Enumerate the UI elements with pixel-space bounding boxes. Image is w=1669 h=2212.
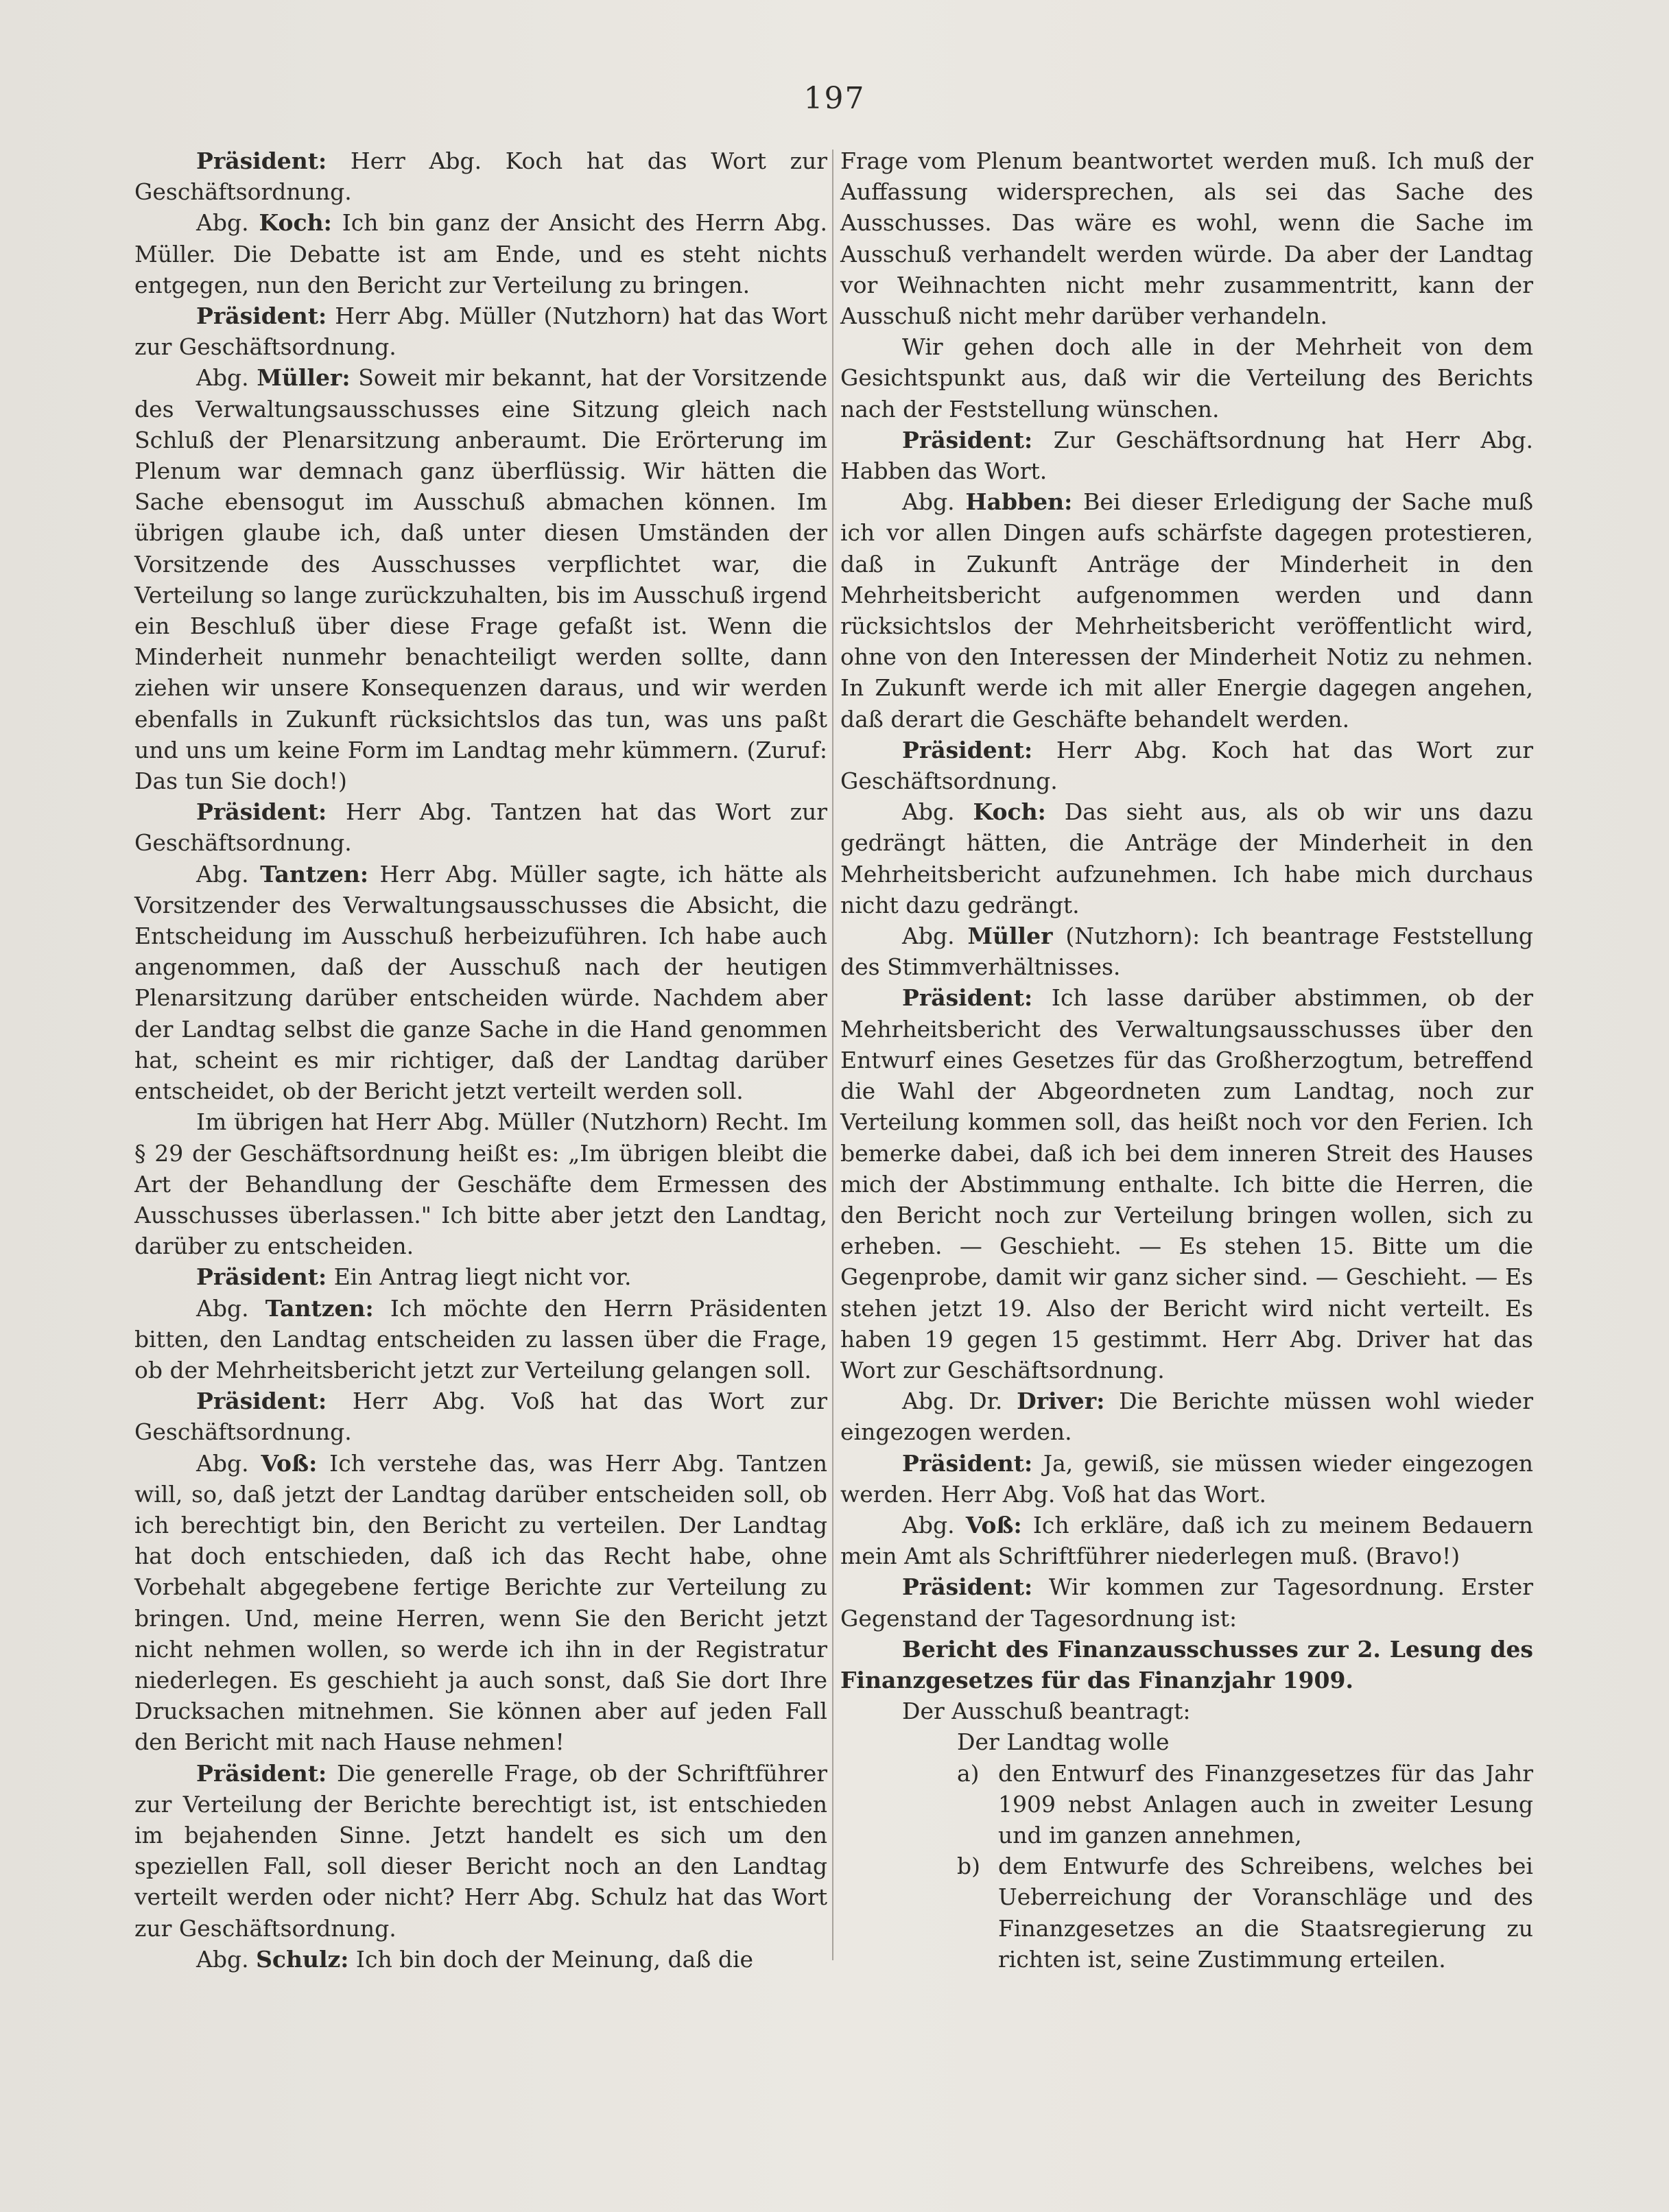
speech-text: Herr Abg. Müller (Nutzhorn) hat das Wort zur Geschäftsordnung. <box>134 302 827 361</box>
speech-paragraph <box>134 1944 827 1975</box>
speech-paragraph <box>134 362 827 796</box>
speech-paragraph <box>134 1758 827 1944</box>
speaker-name: Voß: <box>261 1449 318 1477</box>
speech-paragraph <box>840 425 1533 486</box>
agenda-intro: Der Ausschuß beantragt: <box>902 1698 1191 1725</box>
speaker-name: Driver: <box>1017 1388 1105 1415</box>
agenda-item-a <box>840 1758 1533 1851</box>
speech-text: Ich möchte den Herrn Präsidenten bitten, den Landtag entscheiden zu lassen über die Frage, ob der Mehrheitsbericht jetzt zur Verteilung gelangen soll. <box>134 1294 827 1383</box>
speaker-name: Präsident: <box>902 426 1033 453</box>
agenda-item-text: dem Entwurfe des Schreibens, welches bei Ueberreichung der Voranschläge und des Finanzgesetzes an die Staatsregierung zu richten ist, seine Zustimmung erteilen. <box>998 1853 1533 1973</box>
speaker-name: Voß: <box>965 1511 1022 1538</box>
speech-text: Zur Geschäftsordnung hat Herr Abg. Habben das Wort. <box>840 426 1533 485</box>
left-column <box>134 145 827 1975</box>
speech-paragraph <box>134 1261 827 1292</box>
agenda-item-label: a) <box>957 1759 980 1787</box>
speech-text: Im übrigen hat Herr Abg. Müller (Nutzhorn) Recht. Im § 29 der Geschäftsordnung heißt es: „Im übrigen bleibt die Art der Behandlung der Geschäfte dem Ermessen des Ausschusses überlassen." Ich bitte aber jetzt den Landtag, darüber zu entscheiden. <box>134 1108 827 1260</box>
speaker-name: Präsident: <box>902 984 1033 1012</box>
speech-paragraph <box>134 859 827 1107</box>
speaker-name: Müller <box>967 923 1053 950</box>
speech-lead: Abg. <box>196 364 257 392</box>
speaker-name: Koch: <box>973 798 1046 826</box>
speech-paragraph <box>840 920 1533 982</box>
speech-text: (Nutzhorn): Ich beantrage Feststellung des Stimmverhältnisses. <box>840 923 1533 981</box>
speech-paragraph <box>134 796 827 858</box>
speaker-name: Präsident: <box>196 1388 327 1415</box>
speech-text: Ich lasse darüber abstimmen, ob der Mehrheitsbericht des Verwaltungsausschusses über den Entwurf eines Gesetzes für das Großherzogtum, betreffend die Wahl der Abgeordneten zum Landtag, noch zur Verteilung kommen soll, das heißt noch vor den Ferien. Ich bemerke dabei, daß ich bei dem inneren Streit des Hauses mich der Abstimmung enthalte. Ich bitte die Herren, die den Bericht noch zur Verteilung bringen wollen, sich zu erheben. — Geschieht. — Es stehen 15. Bitte um die Gegenprobe, damit wir ganz sicher sind. — Geschieht. — Es stehen jetzt 19. Also der Bericht wird nicht verteilt. Es haben 19 gegen 15 gestimmt. Herr Abg. Driver hat das Wort zur Geschäftsordnung. <box>840 984 1533 1383</box>
speech-text: Herr Abg. Koch hat das Wort zur Geschäftsordnung. <box>840 736 1533 795</box>
speech-text: Wir gehen doch alle in der Mehrheit von dem Gesichtspunkt aus, daß wir die Verteilung des Berichts nach der Feststellung wünschen. <box>840 333 1533 423</box>
speech-paragraph <box>134 145 827 207</box>
speech-paragraph <box>840 982 1533 1386</box>
page-number: 197 <box>803 81 866 116</box>
speech-text: Wir kommen zur Tagesordnung. Erster Gegenstand der Tagesordnung ist: <box>840 1573 1533 1632</box>
speech-paragraph <box>134 1293 827 1386</box>
speaker-name: Koch: <box>259 209 332 237</box>
speech-lead: Abg. <box>196 1294 265 1322</box>
speech-lead: Abg. <box>902 798 973 826</box>
agenda-resolution: Der Landtag wolle <box>957 1728 1170 1756</box>
speech-paragraph <box>134 1106 827 1261</box>
speech-paragraph <box>134 207 827 300</box>
speech-lead: Abg. Dr. <box>902 1388 1017 1415</box>
speech-paragraph <box>840 1386 1533 1447</box>
speech-text: Frage vom Plenum beantwortet werden muß. Ich muß der Auffassung widersprechen, als sei das Sache des Ausschusses. Das wäre es wohl, wenn die Sache im Ausschuß verhandelt werden würde. Da aber der Landtag vor Weihnachten nicht mehr zusammentritt, kann der Ausschuß nicht mehr darüber verhandeln. <box>840 147 1533 330</box>
speech-lead: Abg. <box>902 923 968 950</box>
speech-paragraph <box>134 300 827 362</box>
column-divider <box>832 150 833 1960</box>
speech-text: Soweit mir bekannt, hat der Vorsitzende des Verwaltungsausschusses eine Sitzung gleich nach Schluß der Plenarsitzung anberaumt. Die Erörterung im Plenum war demnach ganz überflüssig. Wir hätten die Sache ebensogut im Ausschuß abmachen können. Im übrigen glaube ich, daß unter diesen Umständen der Vorsitzende des Ausschusses verpflichtet war, die Verteilung so lange zurückzuhalten, bis im Ausschuß irgend ein Beschluß über diese Frage gefaßt ist. Wenn die Minderheit nunmehr benachteiligt werden sollte, dann ziehen wir unsere Konsequenzen daraus, und wir werden ebenfalls in Zukunft rücksichtslos das tun, was uns paßt und uns um keine Form im Landtag mehr kümmern. (Zuruf: Das tun Sie doch!) <box>134 364 828 795</box>
speech-paragraph <box>840 1571 1533 1633</box>
speech-lead: Abg. <box>196 1945 257 1973</box>
speech-text: Ich bin ganz der Ansicht des Herrn Abg. Müller. Die Debatte ist am Ende, und es steht nichts entgegen, nun den Bericht zur Verteilung zu bringen. <box>134 209 827 298</box>
speaker-name: Präsident: <box>902 1449 1033 1477</box>
speech-text: Ich verstehe das, was Herr Abg. Tantzen will, so, daß jetzt der Landtag darüber entscheiden soll, ob ich berechtigt bin, den Bericht zu verteilen. Der Landtag hat doch entschieden, daß ich das Recht habe, ohne Vorbehalt abgegebene fertige Berichte zur Verteilung zu bringen. Und, meine Herren, wenn Sie den Bericht jetzt nicht nehmen wollen, so werde ich ihn in der Registratur niederlegen. Es geschieht ja auch sonst, daß Sie dort Ihre Drucksachen mitnehmen. Sie können aber auf jeden Fall den Bericht mit nach Hause nehmen! <box>134 1449 827 1756</box>
right-column-speeches <box>840 145 1533 1634</box>
speaker-name: Schulz: <box>256 1945 349 1973</box>
speech-text: Herr Abg. Voß hat das Wort zur Geschäftsordnung. <box>134 1388 827 1446</box>
speech-text: Bei dieser Erledigung der Sache muß ich vor allen Dingen aufs schärfste dagegen protestieren, daß in Zukunft Anträge der Minderheit in den Mehrheitsbericht aufgenommen werden und dann rücksichtslos der Mehrheitsbericht veröffentlicht wird, ohne von den Interessen der Minderheit Notiz zu nehmen. In Zukunft werde ich mit aller Energie dagegen angehen, daß derart die Geschäfte behandelt werden. <box>840 488 1533 733</box>
speech-text: Herr Abg. Müller sagte, ich hätte als Vorsitzender des Verwaltungsausschusses die Absicht, die Entscheidung im Ausschuß herbeizuführen. Ich habe auch angenommen, daß der Ausschuß nach der heutigen Plenarsitzung darüber entscheiden würde. Nachdem aber der Landtag selbst die ganze Sache in die Hand genommen hat, scheint es mir richtiger, daß der Landtag darüber entscheidet, ob der Bericht jetzt verteilt werden soll. <box>134 860 827 1105</box>
speech-lead: Abg. <box>196 209 259 237</box>
speech-text: Die generelle Frage, ob der Schriftführer zur Verteilung der Berichte berechtigt ist, ist entschieden im bejahenden Sinne. Jetzt handelt es sich um den speziellen Fall, soll dieser Bericht noch an den Landtag verteilt werden oder nicht? Herr Abg. Schulz hat das Wort zur Geschäftsordnung. <box>134 1759 827 1942</box>
speech-lead: Abg. <box>902 488 966 516</box>
speaker-name: Tantzen: <box>265 1294 374 1322</box>
speaker-name: Präsident: <box>196 1263 327 1291</box>
speech-paragraph <box>840 331 1533 425</box>
speech-paragraph <box>840 796 1533 920</box>
speech-paragraph <box>134 1386 827 1447</box>
speaker-name: Müller: <box>257 364 351 392</box>
speech-lead: Abg. <box>196 1449 261 1477</box>
agenda-item-label: b) <box>957 1853 980 1880</box>
speaker-name: Präsident: <box>196 147 327 174</box>
speech-text: Herr Abg. Tantzen hat das Wort zur Geschäftsordnung. <box>134 798 827 857</box>
speech-text: Die Berichte müssen wohl wieder eingezogen werden. <box>840 1388 1533 1446</box>
agenda-heading: Bericht des Finanzausschusses zur 2. Lesung des Finanzgesetzes für das Finanzjahr 1909. <box>840 1635 1533 1693</box>
speech-paragraph <box>840 1448 1533 1510</box>
speaker-name: Habben: <box>965 488 1073 516</box>
speech-paragraph <box>840 1510 1533 1571</box>
speech-text: Herr Abg. Koch hat das Wort zur Geschäftsordnung. <box>134 147 827 206</box>
speaker-name: Tantzen: <box>260 860 369 888</box>
speech-lead: Abg. <box>196 860 261 888</box>
speaker-name: Präsident: <box>196 798 327 826</box>
speech-text: Das sieht aus, als ob wir uns dazu gedrängt hätten, die Anträge der Minderheit in den Mehrheitsbericht aufzunehmen. Ich habe mich durchaus nicht dazu gedrängt. <box>840 798 1534 918</box>
speech-text: Ja, gewiß, sie müssen wieder eingezogen werden. Herr Abg. Voß hat das Wort. <box>840 1449 1533 1508</box>
right-column <box>840 145 1533 1975</box>
speaker-name: Präsident: <box>902 1573 1033 1601</box>
speech-paragraph <box>134 1448 827 1758</box>
speech-paragraph <box>840 145 1533 331</box>
speech-text: Ich bin doch der Meinung, daß die <box>348 1945 754 1973</box>
speech-paragraph <box>840 735 1533 796</box>
speaker-name: Präsident: <box>902 736 1033 763</box>
agenda-item-text: den Entwurf des Finanzgesetzes für das Jahr 1909 nebst Anlagen auch in zweiter Lesung und im ganzen annehmen, <box>998 1759 1533 1848</box>
speech-text: Ich erkläre, daß ich zu meinem Bedauern mein Amt als Schriftführer niederlegen muß. (Bravo!) <box>840 1511 1533 1570</box>
speech-lead: Abg. <box>902 1511 966 1538</box>
speech-text: Ein Antrag liegt nicht vor. <box>327 1263 632 1291</box>
speaker-name: Präsident: <box>196 302 327 330</box>
agenda-item-b <box>840 1851 1533 1975</box>
speaker-name: Präsident: <box>196 1759 327 1787</box>
speech-paragraph <box>840 486 1533 735</box>
